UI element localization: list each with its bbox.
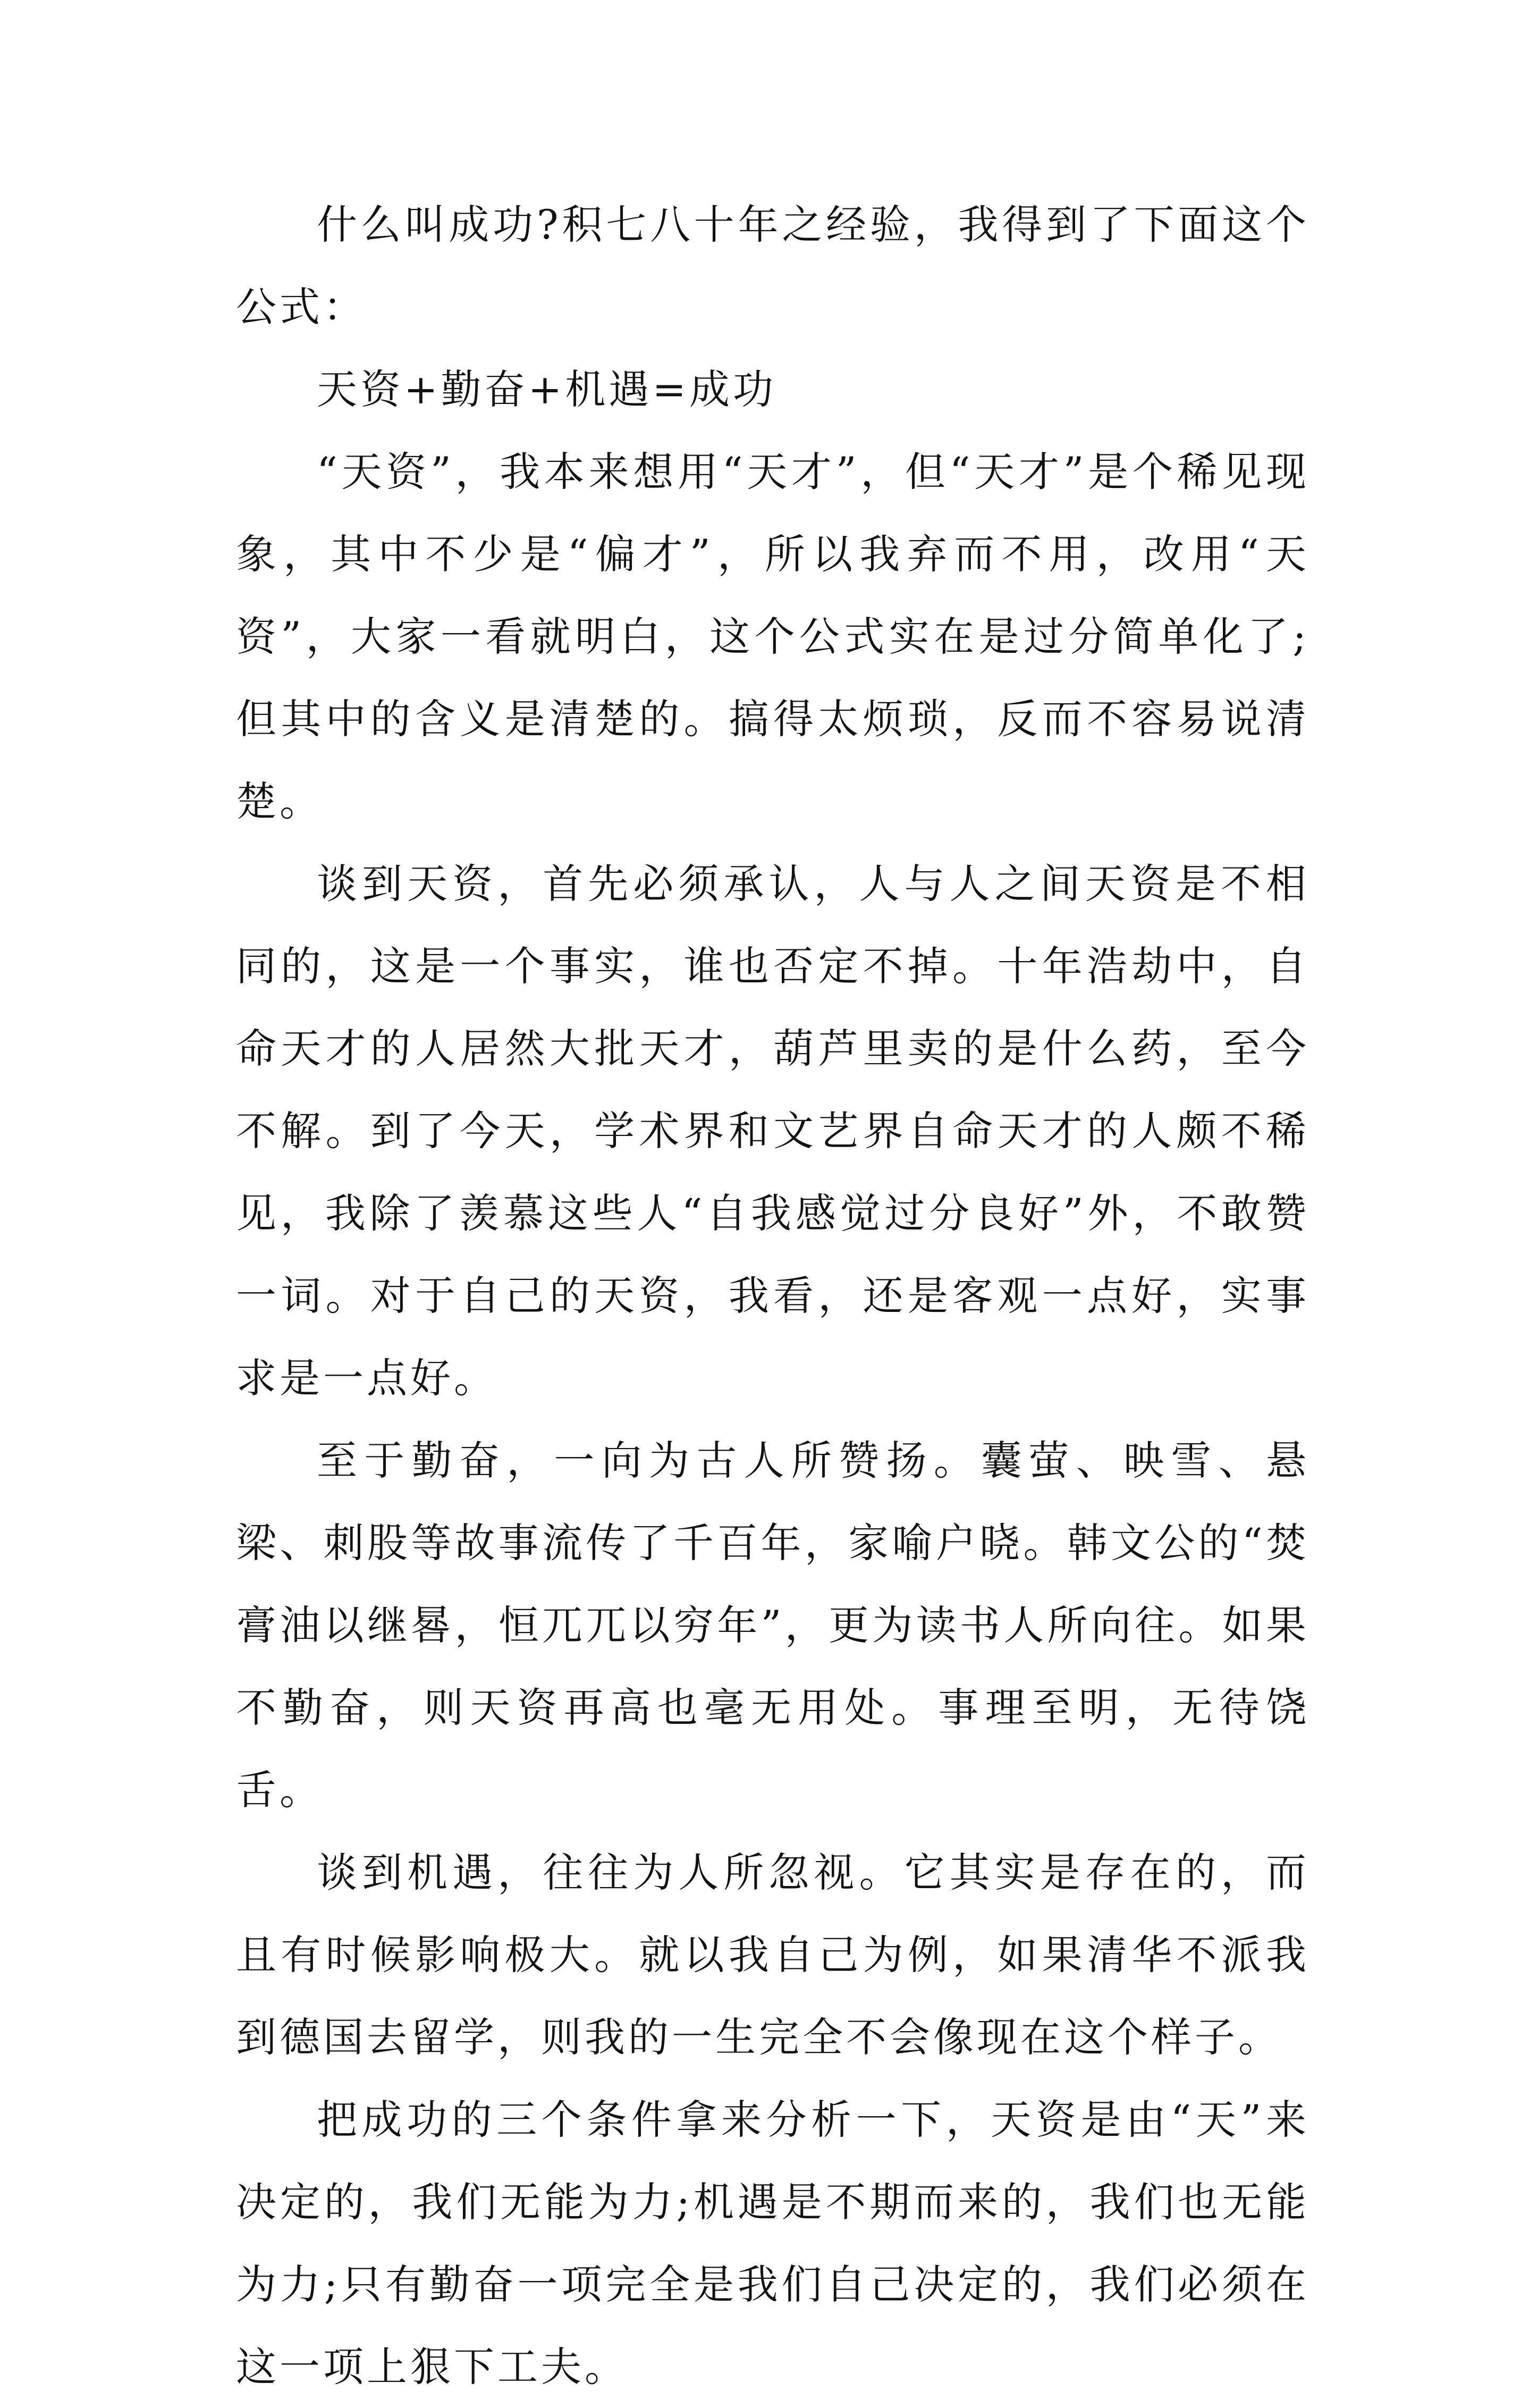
paragraph-7: 把成功的三个条件拿来分析一下，天资是由“天”来决定的，我们无能为力;机遇是不期而来的，我们也无能为力;只有勤奋一项完全是我们自己决定的，我们必须在这一项上狠下工夫。 — [236, 2096, 1309, 2390]
article-body — [236, 183, 1309, 2408]
paragraph-5: 至于勤奋，一向为古人所赞扬。囊萤、映雪、悬梁、刺股等故事流传了千百年，家喻户晓。韩文公的“焚膏油以继晷，恒兀兀以穷年”，更为读书人所向往。如果不勤奋，则天资再高也毫无用处。事理至明，无待饶舌。 — [236, 1437, 1309, 1814]
paragraph-1: 什么叫成功?积七八十年之经验，我得到了下面这个公式： — [236, 201, 1309, 331]
paragraph-6: 谈到机遇，往往为人所忽视。它其实是存在的，而且有时候影响极大。就以我自己为例，如果清华不派我到德国去留学，则我的一生完全不会像现在这个样子。 — [236, 1849, 1309, 2061]
paragraph-formula: 天资+勤奋+机遇=成功 — [317, 366, 777, 413]
paragraph-4: 谈到天资，首先必须承认，人与人之间天资是不相同的，这是一个事实，谁也否定不掉。十年浩劫中，自命天才的人居然大批天才，葫芦里卖的是什么药，至今不解。到了今天，学术界和文艺界自命天才的人颇不稀见，我除了羡慕这些人“自我感觉过分良好”外，不敢赞一词。对于自己的天资，我看，还是客观一点好，实事求是一点好。 — [236, 860, 1309, 1402]
paragraph-3: “天资”，我本来想用“天才”，但“天才”是个稀见现象，其中不少是“偏才”，所以我弃而不用，改用“天资”，大家一看就明白，这个公式实在是过分简单化了;但其中的含义是清楚的。搞得太烦琐，反而不容易说清楚。 — [236, 448, 1309, 825]
